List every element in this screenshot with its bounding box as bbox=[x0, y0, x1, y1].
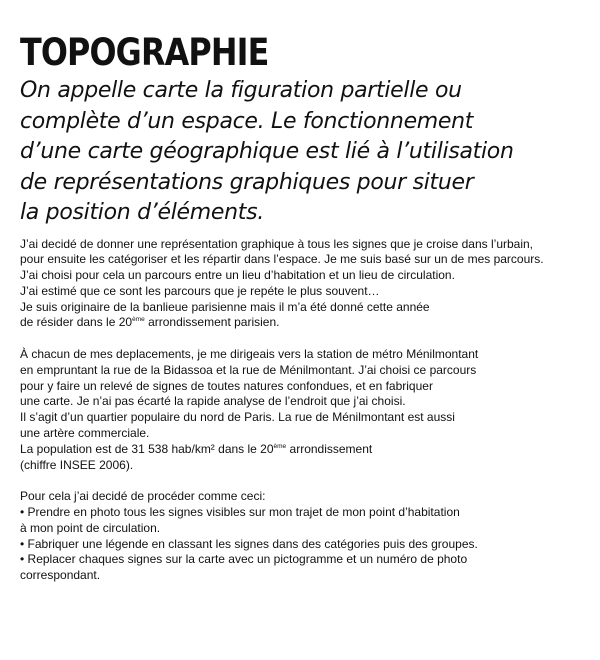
text-line: J’ai estimé que ce sont les parcours que je repéte le plus souvent… bbox=[20, 283, 380, 298]
text-fragment: arrondissement parisien. bbox=[144, 315, 280, 330]
text-fragment: de résider dans le 20 bbox=[20, 315, 133, 330]
list-item: • Prendre en photo tous les signes visibles sur mon trajet de mon point d’habitation bbox=[20, 505, 460, 520]
text-line: une artère commerciale. bbox=[20, 426, 150, 441]
paragraph-itinerary bbox=[20, 347, 590, 473]
text-line: Je suis originaire de la banlieue parisienne mais il m’a été donné cette année bbox=[20, 299, 430, 314]
text-line: Pour cela j’ai decidé de procéder comme ceci: bbox=[20, 489, 266, 504]
lead-line: On appelle carte la figuration partielle ou bbox=[20, 78, 462, 103]
text-line: à mon point de circulation. bbox=[20, 520, 161, 535]
text-line: J’ai choisi pour cela un parcours entre un lieu d’habitation et un lieu de circulation. bbox=[20, 268, 455, 283]
lead-paragraph bbox=[20, 76, 590, 229]
text-fragment: La population est de 31 538 hab/km² dans le 20 bbox=[20, 441, 274, 456]
text-line: J’ai decidé de donner une représentation graphique à tous les signes que je croise dans l’urbain, bbox=[20, 236, 534, 251]
paragraph-method bbox=[20, 489, 590, 584]
text-line bbox=[20, 315, 590, 331]
text-line: une carte. Je n’ai pas écarté la rapide analyse de l’endroit que j’ai choisi. bbox=[20, 394, 406, 409]
ordinal-superscript: ème bbox=[132, 316, 145, 324]
paragraph-gap bbox=[20, 473, 590, 489]
lead-line: de représentations graphiques pour situer bbox=[20, 169, 474, 195]
text-line: correspondant. bbox=[20, 568, 101, 583]
text-line bbox=[20, 442, 590, 458]
text-fragment: arrondissement bbox=[286, 441, 373, 456]
lead-line: la position d’éléments. bbox=[20, 200, 264, 225]
paragraph-gap bbox=[20, 331, 590, 347]
text-line: pour ensuite les catégoriser et les répartir dans l’espace. Je me suis basé sur un de mes parcours. bbox=[20, 252, 544, 267]
paragraph-intro bbox=[20, 237, 590, 332]
list-item: • Replacer chaques signes sur la carte avec un pictogramme et un numéro de photo bbox=[20, 552, 468, 567]
text-line: (chiffre INSEE 2006). bbox=[20, 457, 134, 472]
ordinal-superscript: ème bbox=[273, 442, 287, 450]
text-line: Il s’agit d’un quartier populaire du nord de Paris. La rue de Ménilmontant est aussi bbox=[20, 410, 455, 425]
text-line: en empruntant la rue de la Bidassoa et la rue de Ménilmontant. J’ai choisi ce parcours bbox=[20, 362, 477, 377]
body-text bbox=[20, 237, 590, 585]
list-item: • Fabriquer une légende en classant les signes dans des catégories puis des groupes. bbox=[20, 536, 478, 551]
page bbox=[20, 31, 590, 584]
text-line: À chacun de mes deplacements, je me dirigeais vers la station de métro Ménilmontant bbox=[20, 347, 479, 362]
text-line: pour y faire un relevé de signes de toutes natures confondues, et en fabriquer bbox=[20, 378, 433, 393]
lead-line: complète d’un espace. Le fonctionnement bbox=[20, 108, 474, 134]
page-title: TOPOGRAPHIE bbox=[20, 31, 269, 74]
lead-line: d’une carte géographique est lié à l’utilisation bbox=[20, 139, 514, 164]
